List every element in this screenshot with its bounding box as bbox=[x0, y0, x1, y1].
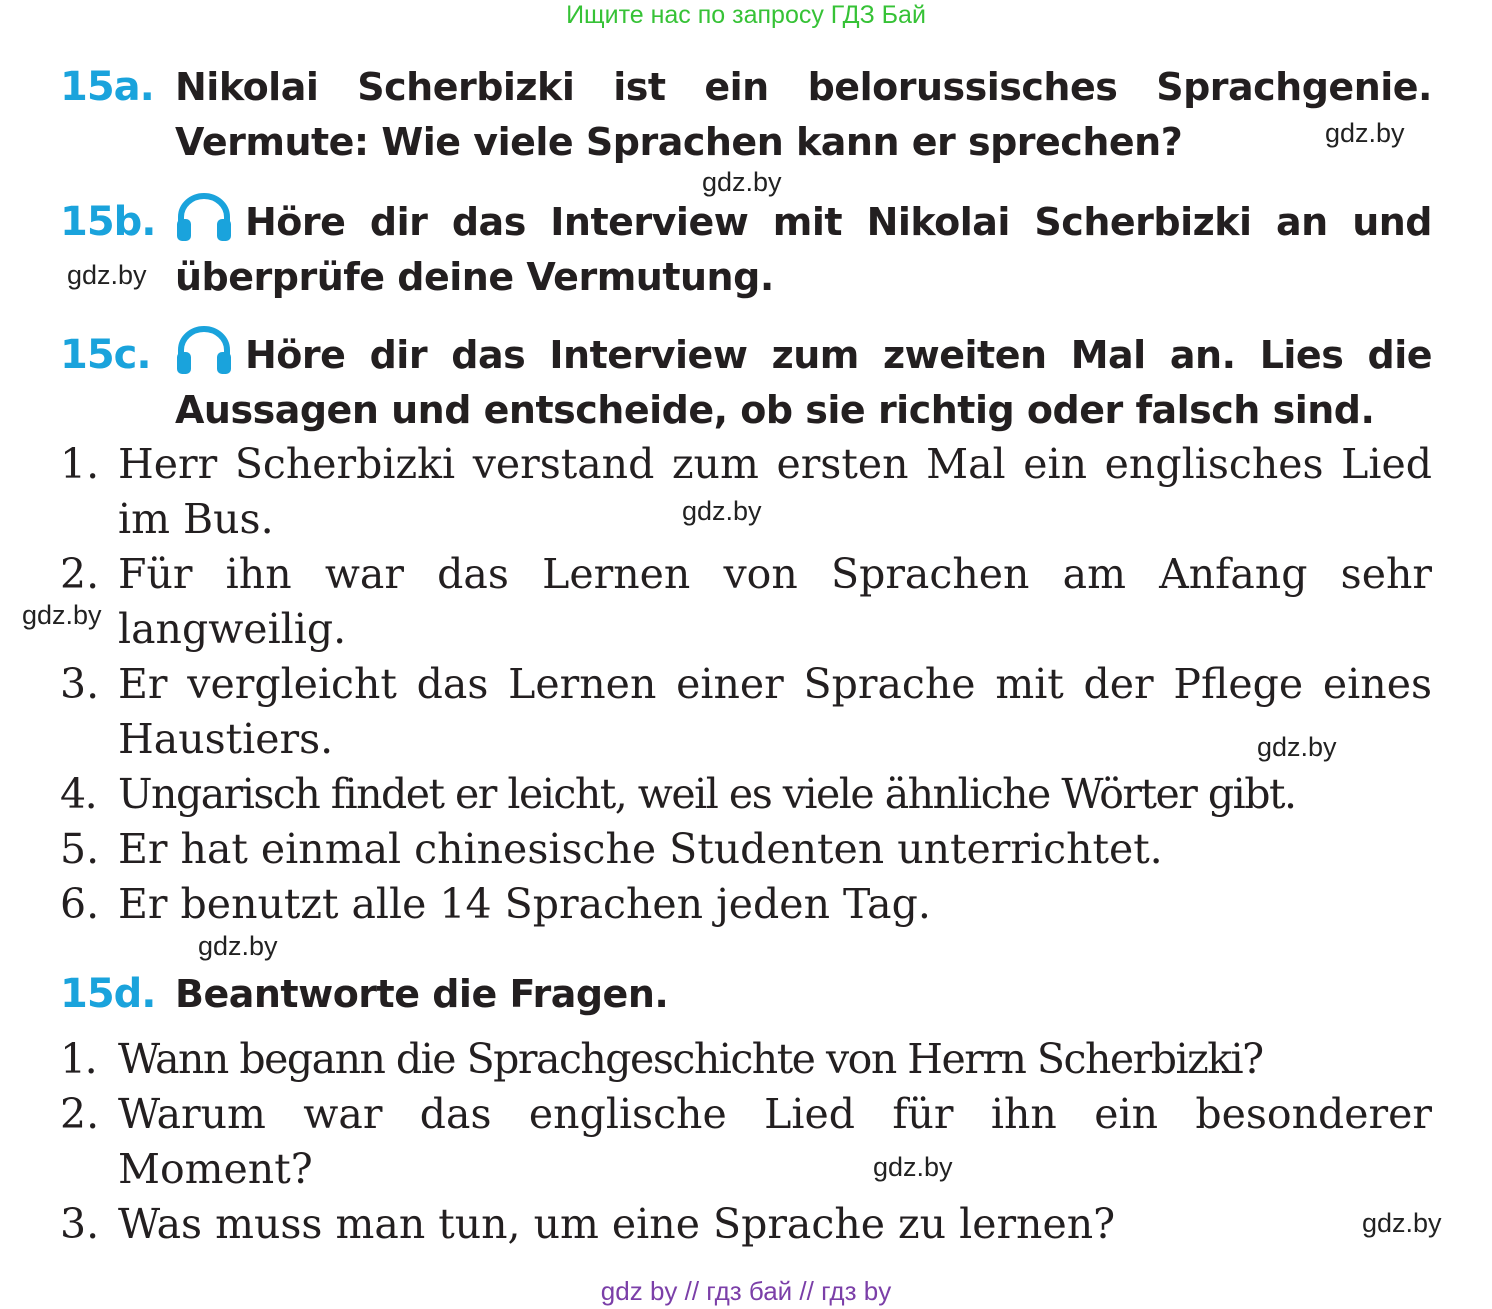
task-number: 15a. bbox=[60, 64, 154, 110]
task-title-text: Höre dir das Interview zum zweiten Mal an. Lies die Aussagen und entscheide, ob sie richtig oder falsch sind. bbox=[175, 333, 1432, 432]
item-text: Warum war das englische Lied für ihn ein besonderer Moment? bbox=[118, 1090, 1432, 1193]
item-text: Für ihn war das Lernen von Sprachen am Anfang sehr langweilig. bbox=[118, 550, 1432, 653]
item-number: 3. bbox=[60, 660, 100, 708]
watermark: gdz.by bbox=[702, 167, 782, 197]
task-number: 15c. bbox=[60, 332, 151, 378]
watermark: gdz.by bbox=[67, 260, 147, 290]
task-15d bbox=[60, 967, 1432, 1022]
item-text: Herr Scherbizki verstand zum ersten Mal ein englisches Lied im Bus. bbox=[118, 440, 1432, 543]
headphones-icon[interactable] bbox=[175, 326, 233, 374]
item-number: 5. bbox=[60, 825, 100, 873]
item-number: 6. bbox=[60, 880, 100, 928]
statement-item bbox=[60, 877, 1432, 932]
task-15c bbox=[60, 326, 1432, 438]
item-number: 4. bbox=[60, 770, 97, 818]
watermark: gdz.by bbox=[198, 931, 278, 961]
item-text: Ungarisch findet er leicht, weil es viele ähnliche Wörter gibt. bbox=[118, 770, 1296, 818]
task-title bbox=[175, 326, 1432, 438]
headphones-icon[interactable] bbox=[175, 193, 233, 241]
statement-item bbox=[60, 547, 1432, 657]
question-item bbox=[60, 1032, 1432, 1087]
statement-item bbox=[60, 767, 1432, 822]
watermark: gdz.by bbox=[873, 1152, 953, 1182]
statement-item bbox=[60, 822, 1432, 877]
question-item bbox=[60, 1087, 1432, 1197]
item-text: Er hat einmal chinesische Studenten unterrichtet. bbox=[118, 825, 1163, 873]
question-item bbox=[60, 1197, 1432, 1252]
task-title: Nikolai Scherbizki ist ein belorussisches Sprachgenie. Vermute: Wie viele Sprachen kann er sprechen? bbox=[175, 65, 1432, 164]
item-number: 3. bbox=[60, 1200, 100, 1248]
item-text: Er benutzt alle 14 Sprachen jeden Tag. bbox=[118, 880, 931, 928]
task-title-text: Höre dir das Interview mit Nikolai Scherbizki an und überprüfe deine Vermutung. bbox=[175, 200, 1432, 299]
watermark: gdz.by bbox=[1325, 118, 1405, 148]
watermark: gdz.by bbox=[1257, 732, 1337, 762]
item-number: 2. bbox=[60, 1090, 100, 1138]
item-number: 1. bbox=[60, 1035, 97, 1083]
top-banner: Ищите нас по запросу ГДЗ Бай bbox=[566, 1, 926, 29]
task-15a bbox=[60, 60, 1432, 170]
item-text: Was muss man tun, um eine Sprache zu lernen? bbox=[118, 1200, 1116, 1248]
task-title bbox=[175, 193, 1432, 305]
statement-item bbox=[60, 657, 1432, 767]
task-title: Beantworte die Fragen. bbox=[175, 972, 669, 1016]
statement-item bbox=[60, 437, 1432, 547]
item-number: 2. bbox=[60, 550, 100, 598]
watermark: gdz.by bbox=[1362, 1208, 1442, 1238]
footer: gdz by // гдз бай // гдз by bbox=[600, 1276, 892, 1306]
watermark: gdz.by bbox=[682, 496, 762, 526]
item-text: Er vergleicht das Lernen einer Sprache mit der Pflege eines Haustiers. bbox=[118, 660, 1432, 763]
task-number: 15b. bbox=[60, 199, 156, 245]
task-number: 15d. bbox=[60, 971, 156, 1017]
item-text: Wann begann die Sprachgeschichte von Herrn Scherbizki? bbox=[118, 1035, 1263, 1083]
item-number: 1. bbox=[60, 440, 100, 488]
watermark: gdz.by bbox=[22, 600, 102, 630]
task-15b bbox=[60, 193, 1432, 305]
